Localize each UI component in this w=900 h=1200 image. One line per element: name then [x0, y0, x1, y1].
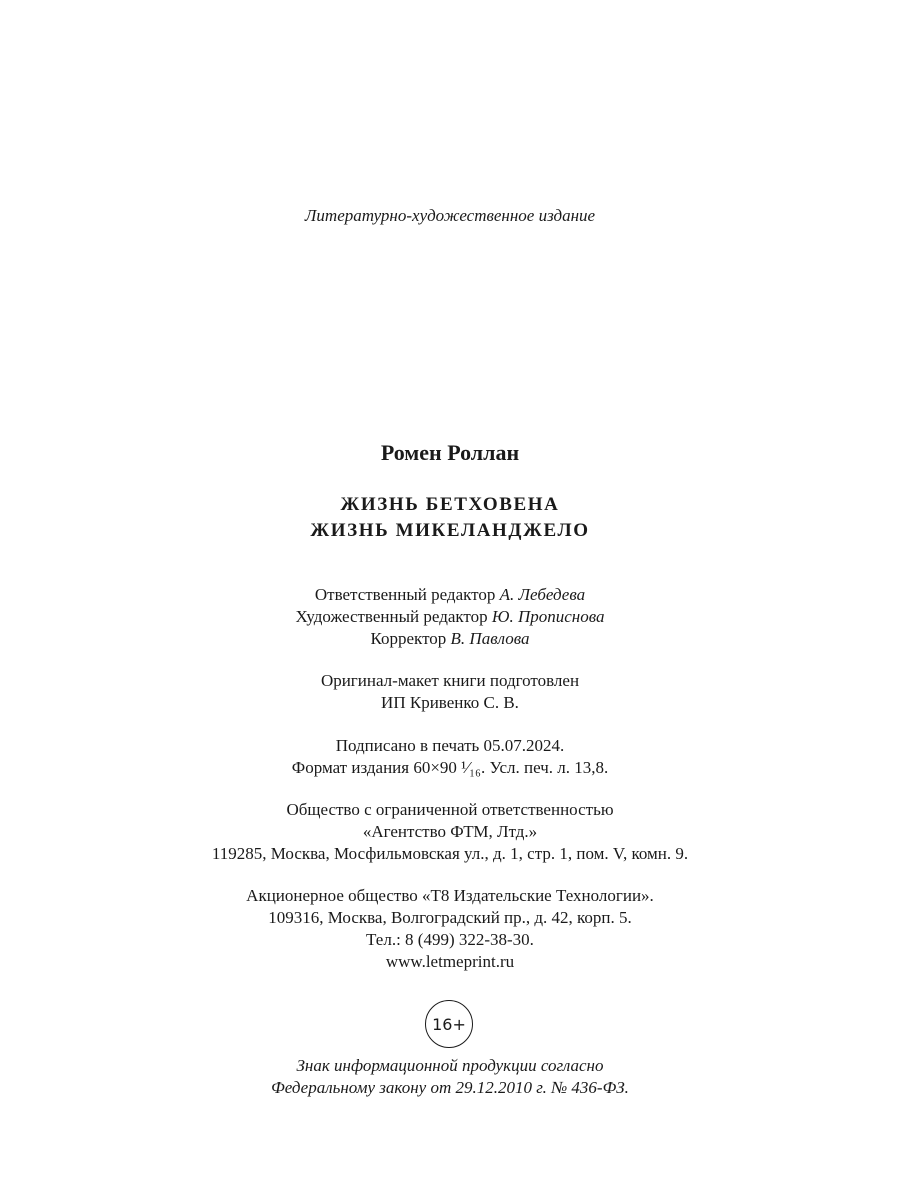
age-rating-badge — [425, 1000, 473, 1048]
publisher-line-2: «Агентство ФТМ, Лтд.» — [362, 822, 538, 841]
printer-address: 109316, Москва, Волгоградский пр., д. 42, корп. 5. — [268, 908, 632, 927]
author-name: Ромен Роллан — [380, 440, 520, 465]
staff-art-editor — [0, 606, 900, 628]
print-info-line-1: Подписано в печать 05.07.2024. — [335, 736, 565, 755]
publisher-address: 119285, Москва, Мосфильмовская ул., д. 1, стр. 1, пом. V, комн. 9. — [211, 844, 689, 863]
book-title-2: ЖИЗНЬ МИКЕЛАНДЖЕЛО — [310, 520, 590, 541]
staff-name: Ю. Прописнова — [491, 607, 605, 626]
staff-role: Корректор — [370, 629, 447, 648]
staff-role: Художественный редактор — [295, 607, 488, 626]
publisher-line-1: Общество с ограниченной ответственностью — [286, 800, 614, 819]
printer-phone: Тел.: 8 (499) 322-38-30. — [366, 930, 534, 949]
printer-line-1: Акционерное общество «Т8 Издательские Технологии». — [246, 886, 654, 905]
staff-name: В. Павлова — [450, 629, 530, 648]
layout-credit-line-2: ИП Кривенко С. В. — [381, 693, 519, 712]
age-rating: 16+ — [425, 1000, 473, 1048]
layout-credit-line-1: Оригинал-макет книги подготовлен — [320, 671, 580, 690]
staff-name: А. Лебедева — [499, 585, 586, 604]
printer-website: www.letmeprint.ru — [385, 952, 515, 971]
age-notice-line-1: Знак информационной продукции согласно — [296, 1056, 604, 1075]
staff-proofreader — [0, 628, 900, 650]
print-info-line-2: Формат издания 60×90 ¹⁄₁₆. Усл. печ. л. 13,8. — [291, 758, 609, 777]
staff-responsible-editor — [0, 584, 900, 606]
staff-role: Ответственный редактор — [314, 585, 496, 604]
edition-type: Литературно-художественное издание — [304, 206, 596, 225]
age-notice-line-2: Федеральному закону от 29.12.2010 г. № 436-ФЗ. — [271, 1078, 629, 1097]
book-title-1: ЖИЗНЬ БЕТХОВЕНА — [340, 494, 560, 515]
